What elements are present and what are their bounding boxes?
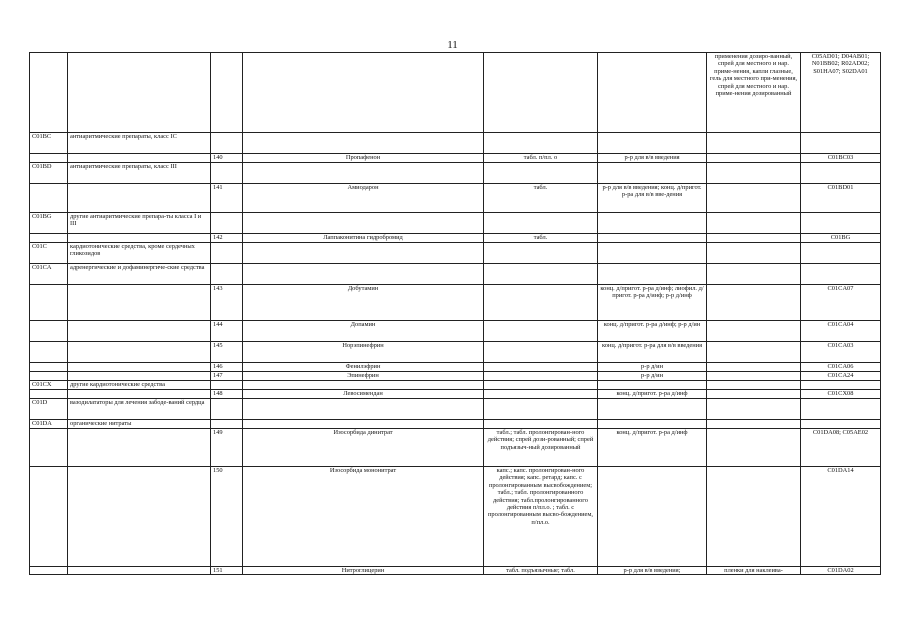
table-row: [30, 264, 881, 285]
atc-group-code: C01BC: [30, 133, 68, 154]
other-dosage-forms: пленки для наклеива-: [707, 567, 801, 575]
oral-dosage-forms: [484, 342, 598, 363]
injection-dosage-forms: р-р д/ин: [598, 372, 707, 381]
drug-name: [243, 381, 484, 390]
other-dosage-forms: [707, 243, 801, 264]
drug-name: [243, 53, 484, 133]
atc-code: [801, 213, 881, 234]
table-row: [30, 285, 881, 321]
table-body: [30, 53, 881, 575]
atc-group-description: [68, 285, 211, 321]
item-number: [211, 133, 243, 154]
table-row: [30, 243, 881, 264]
other-dosage-forms: [707, 264, 801, 285]
item-number: 150: [211, 467, 243, 567]
drug-name: Лаппаконитина гидробромид: [243, 234, 484, 243]
atc-group-code: C01D: [30, 399, 68, 420]
oral-dosage-forms: капс.; капс. пролонгирован-ного действия; капс. ретард; капс. с пролонгированным высвобождением; табл.; табл. пролонгированного действия; табл.пролонгированного действия п/пл.о. ; табл. с пролонгированным высво-бождением, п/пл.о.: [484, 467, 598, 567]
other-dosage-forms: [707, 381, 801, 390]
item-number: [211, 213, 243, 234]
page-number: 11: [447, 39, 458, 51]
atc-group-description: [68, 467, 211, 567]
atc-group-description: [68, 342, 211, 363]
atc-group-code: [30, 429, 68, 467]
atc-group-description: [68, 184, 211, 213]
oral-dosage-forms: [484, 243, 598, 264]
injection-dosage-forms: [598, 264, 707, 285]
item-number: 146: [211, 363, 243, 372]
table-row: [30, 133, 881, 154]
atc-group-description: [68, 372, 211, 381]
oral-dosage-forms: [484, 133, 598, 154]
atc-code: [801, 243, 881, 264]
atc-code: C01CA24: [801, 372, 881, 381]
item-number: 142: [211, 234, 243, 243]
table-row: [30, 321, 881, 342]
item-number: [211, 264, 243, 285]
other-dosage-forms: применения дозиро-ванный, спрей для местного и нар. приме-нения, капли глазные, гель для местного при-менения, спрей для местного и нар. приме-нения дозированный: [707, 53, 801, 133]
table-row: [30, 363, 881, 372]
other-dosage-forms: [707, 420, 801, 429]
oral-dosage-forms: табл.; табл. пролонгирован-ного действия; спрей дози-рованный; спрей подъязыч-ный дозированный: [484, 429, 598, 467]
injection-dosage-forms: конц. д/пригот. р-ра для в/в введения: [598, 342, 707, 363]
item-number: 141: [211, 184, 243, 213]
oral-dosage-forms: табл. подъязычные; табл.: [484, 567, 598, 575]
drug-name: Левосимендан: [243, 390, 484, 399]
atc-code: [801, 264, 881, 285]
atc-group-code: [30, 567, 68, 575]
injection-dosage-forms: р-р для в/в введения;: [598, 567, 707, 575]
drug-name: Нитроглицерин: [243, 567, 484, 575]
injection-dosage-forms: [598, 163, 707, 184]
drug-name: [243, 420, 484, 429]
table-row: [30, 372, 881, 381]
atc-group-code: [30, 53, 68, 133]
injection-dosage-forms: р-р для в/в введения: [598, 154, 707, 163]
oral-dosage-forms: [484, 372, 598, 381]
item-number: 148: [211, 390, 243, 399]
atc-group-code: C01CX: [30, 381, 68, 390]
atc-group-code: [30, 154, 68, 163]
other-dosage-forms: [707, 342, 801, 363]
injection-dosage-forms: конц. д/пригот. р-ра д/инф; лиофил. д/пригот. р-ра д/инф; р-р д/инф: [598, 285, 707, 321]
atc-group-code: [30, 467, 68, 567]
table-row: [30, 381, 881, 390]
drug-name: Изосорбида динитрат: [243, 429, 484, 467]
drug-name: [243, 213, 484, 234]
atc-code: [801, 381, 881, 390]
atc-group-code: C01C: [30, 243, 68, 264]
atc-group-code: C01BD: [30, 163, 68, 184]
oral-dosage-forms: [484, 321, 598, 342]
atc-code: [801, 399, 881, 420]
atc-group-description: [68, 567, 211, 575]
atc-code: C01BC03: [801, 154, 881, 163]
table-row: [30, 567, 881, 575]
item-number: 145: [211, 342, 243, 363]
atc-code: C01CA06: [801, 363, 881, 372]
oral-dosage-forms: [484, 285, 598, 321]
table-row: [30, 420, 881, 429]
table-row: [30, 390, 881, 399]
item-number: [211, 243, 243, 264]
atc-code: [801, 163, 881, 184]
other-dosage-forms: [707, 213, 801, 234]
item-number: [211, 420, 243, 429]
other-dosage-forms: [707, 154, 801, 163]
oral-dosage-forms: [484, 53, 598, 133]
other-dosage-forms: [707, 467, 801, 567]
atc-group-description: органические нитраты: [68, 420, 211, 429]
table-row: [30, 184, 881, 213]
item-number: 149: [211, 429, 243, 467]
item-number: 143: [211, 285, 243, 321]
item-number: [211, 53, 243, 133]
oral-dosage-forms: [484, 213, 598, 234]
atc-group-description: [68, 154, 211, 163]
injection-dosage-forms: [598, 133, 707, 154]
atc-code: C01BD01: [801, 184, 881, 213]
other-dosage-forms: [707, 399, 801, 420]
atc-code: [801, 420, 881, 429]
atc-group-code: C01BG: [30, 213, 68, 234]
oral-dosage-forms: [484, 381, 598, 390]
injection-dosage-forms: [598, 381, 707, 390]
atc-group-description: другие кардиотонические средства: [68, 381, 211, 390]
oral-dosage-forms: [484, 363, 598, 372]
atc-code: C01CA07: [801, 285, 881, 321]
table-row: [30, 213, 881, 234]
atc-code: C01DA08; C05AE02: [801, 429, 881, 467]
injection-dosage-forms: р-р для в/в введения; конц. д/пригот. р-ра для в/в вве-дения: [598, 184, 707, 213]
drug-name: [243, 243, 484, 264]
other-dosage-forms: [707, 285, 801, 321]
table-row: [30, 53, 881, 133]
atc-code: [801, 133, 881, 154]
atc-group-description: антиаритмические препараты, класс III: [68, 163, 211, 184]
atc-group-description: другие антиаритмические препара-ты класса I и III: [68, 213, 211, 234]
injection-dosage-forms: р-р д/ин: [598, 363, 707, 372]
injection-dosage-forms: [598, 53, 707, 133]
drug-name: Амиодарон: [243, 184, 484, 213]
atc-group-description: адренергические и дофаминергиче-ские средства: [68, 264, 211, 285]
oral-dosage-forms: [484, 163, 598, 184]
atc-group-code: [30, 285, 68, 321]
other-dosage-forms: [707, 184, 801, 213]
table-row: [30, 163, 881, 184]
other-dosage-forms: [707, 390, 801, 399]
atc-code: C01BG: [801, 234, 881, 243]
other-dosage-forms: [707, 321, 801, 342]
drug-name: [243, 163, 484, 184]
other-dosage-forms: [707, 133, 801, 154]
table-row: [30, 399, 881, 420]
other-dosage-forms: [707, 372, 801, 381]
oral-dosage-forms: [484, 420, 598, 429]
atc-code: C01CX08: [801, 390, 881, 399]
item-number: 140: [211, 154, 243, 163]
oral-dosage-forms: табл.: [484, 234, 598, 243]
oral-dosage-forms: [484, 390, 598, 399]
other-dosage-forms: [707, 429, 801, 467]
atc-group-code: [30, 363, 68, 372]
other-dosage-forms: [707, 363, 801, 372]
injection-dosage-forms: [598, 467, 707, 567]
drug-name: Фенилэфрин: [243, 363, 484, 372]
drug-name: Допамин: [243, 321, 484, 342]
drug-name: [243, 264, 484, 285]
atc-group-description: [68, 390, 211, 399]
drug-list-table: [29, 52, 881, 575]
atc-group-code: C01CA: [30, 264, 68, 285]
atc-group-code: [30, 234, 68, 243]
table-row: [30, 429, 881, 467]
injection-dosage-forms: [598, 243, 707, 264]
atc-group-description: [68, 53, 211, 133]
table-row: [30, 234, 881, 243]
injection-dosage-forms: конц. д/пригот. р-ра д/инф; р-р д/ин: [598, 321, 707, 342]
oral-dosage-forms: [484, 399, 598, 420]
atc-group-code: C01DA: [30, 420, 68, 429]
atc-code: C01DA02: [801, 567, 881, 575]
item-number: 151: [211, 567, 243, 575]
injection-dosage-forms: конц. д/пригот. р-ра д/инф: [598, 390, 707, 399]
atc-group-description: вазодилататоры для лечения забоде-ваний сердца: [68, 399, 211, 420]
item-number: [211, 381, 243, 390]
drug-name: [243, 399, 484, 420]
atc-group-description: [68, 363, 211, 372]
table-row: [30, 342, 881, 363]
oral-dosage-forms: [484, 264, 598, 285]
item-number: 147: [211, 372, 243, 381]
drug-name: Изосорбида мононитрат: [243, 467, 484, 567]
injection-dosage-forms: конц. д/пригот. р-ра д/инф: [598, 429, 707, 467]
atc-code: C01DA14: [801, 467, 881, 567]
atc-code: C05AD01; D04AB01; N01BB02; R02AD02; S01HA07; S02DA01: [801, 53, 881, 133]
injection-dosage-forms: [598, 234, 707, 243]
other-dosage-forms: [707, 234, 801, 243]
atc-group-description: [68, 429, 211, 467]
oral-dosage-forms: табл.: [484, 184, 598, 213]
drug-name: Норэпинефрин: [243, 342, 484, 363]
atc-code: C01CA03: [801, 342, 881, 363]
atc-group-description: [68, 321, 211, 342]
atc-code: C01CA04: [801, 321, 881, 342]
table-row: [30, 154, 881, 163]
atc-group-code: [30, 184, 68, 213]
item-number: [211, 399, 243, 420]
drug-name: Добутамин: [243, 285, 484, 321]
drug-name: Пропафенон: [243, 154, 484, 163]
injection-dosage-forms: [598, 399, 707, 420]
drug-name: [243, 133, 484, 154]
item-number: 144: [211, 321, 243, 342]
injection-dosage-forms: [598, 420, 707, 429]
oral-dosage-forms: табл. п/пл. о: [484, 154, 598, 163]
atc-group-description: антиаритмические препараты, класс IC: [68, 133, 211, 154]
atc-group-code: [30, 372, 68, 381]
other-dosage-forms: [707, 163, 801, 184]
atc-group-code: [30, 390, 68, 399]
atc-group-code: [30, 342, 68, 363]
table-row: [30, 467, 881, 567]
atc-group-description: [68, 234, 211, 243]
injection-dosage-forms: [598, 213, 707, 234]
drug-name: Эпинефрин: [243, 372, 484, 381]
atc-group-code: [30, 321, 68, 342]
item-number: [211, 163, 243, 184]
atc-group-description: кардиотонические средства, кроме сердечных гликозидов: [68, 243, 211, 264]
